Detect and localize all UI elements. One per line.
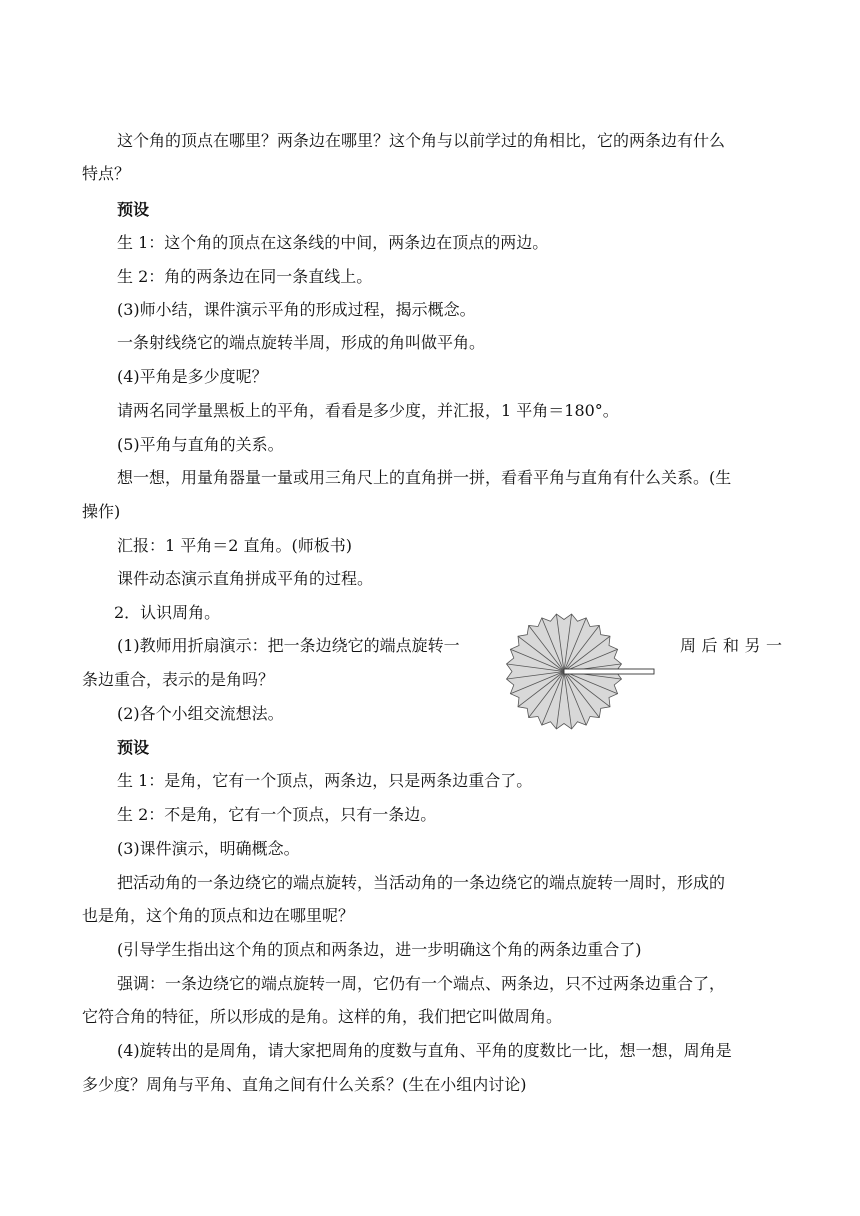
paragraph-line: 把活动角的一条边绕它的端点旋转，当活动角的一条边绕它的端点旋转一周时，形成的 bbox=[117, 873, 726, 892]
paragraph-line: (3)课件演示，明确概念。 bbox=[117, 839, 300, 858]
paragraph-line: 课件动态演示直角拼成平角的过程。 bbox=[117, 569, 374, 588]
paragraph-line: (4)旋转出的是周角，请大家把周角的度数与直角、平角的度数比一比，想一想，周角是 bbox=[117, 1041, 732, 1060]
paragraph-line: 强调：一条边绕它的端点旋转一周，它仍有一个端点、两条边，只不过两条边重合了， bbox=[117, 974, 726, 993]
paragraph-line: 想一想，用量角器量一量或用三角尺上的直角拼一拼，看看平角与直角有什么关系。(生 bbox=[117, 468, 732, 487]
paragraph-line: 周后和另一 bbox=[680, 636, 782, 655]
paragraph-line: 请两名同学量黑板上的平角，看看是多少度，并汇报，1 平角＝180°。 bbox=[117, 401, 619, 420]
paragraph-line: 也是角，这个角的顶点和边在哪里呢？ bbox=[82, 906, 355, 925]
paragraph-line: (4)平角是多少度呢？ bbox=[117, 367, 268, 386]
paragraph-line: 它符合角的特征，所以形成的是角。这样的角，我们把它叫做周角。 bbox=[82, 1007, 563, 1026]
paragraph-line: 多少度？周角与平角、直角之间有什么关系？(生在小组内讨论) bbox=[82, 1075, 527, 1094]
paragraph-line: 操作) bbox=[82, 502, 121, 521]
section-label-preset: 预设 bbox=[117, 200, 150, 219]
section-label-preset: 预设 bbox=[117, 738, 150, 757]
section-heading: 2．认识周角。 bbox=[114, 603, 221, 622]
paragraph-line: 生 1：这个角的顶点在这条线的中间，两条边在顶点的两边。 bbox=[117, 233, 549, 252]
paragraph-line: 汇报：1 平角＝2 直角。(师板书) bbox=[117, 536, 353, 555]
paragraph-line: 条边重合，表示的是角吗？ bbox=[82, 670, 275, 689]
paragraph-line: (引导学生指出这个角的顶点和两条边，进一步明确这个角的两条边重合了) bbox=[117, 940, 642, 959]
paragraph-line: 生 2：不是角，它有一个顶点，只有一条边。 bbox=[117, 805, 437, 824]
paragraph-line: 生 2：角的两条边在同一条直线上。 bbox=[117, 267, 373, 286]
paragraph-line: 特点？ bbox=[82, 164, 131, 183]
paragraph-line: (5)平角与直角的关系。 bbox=[117, 435, 284, 454]
paragraph-line: 这个角的顶点在哪里？两条边在哪里？这个角与以前学过的角相比，它的两条边有什么 bbox=[117, 131, 726, 150]
paragraph-line: (1)教师用折扇演示：把一条边绕它的端点旋转一 bbox=[117, 636, 460, 655]
paragraph-line: (3)师小结，课件演示平角的形成过程，揭示概念。 bbox=[117, 300, 476, 319]
paragraph-line: 生 1：是角，它有一个顶点，两条边，只是两条边重合了。 bbox=[117, 771, 533, 790]
paragraph-line: (2)各个小组交流想法。 bbox=[117, 704, 284, 723]
paragraph-line: 一条射线绕它的端点旋转半周，形成的角叫做平角。 bbox=[117, 333, 486, 352]
